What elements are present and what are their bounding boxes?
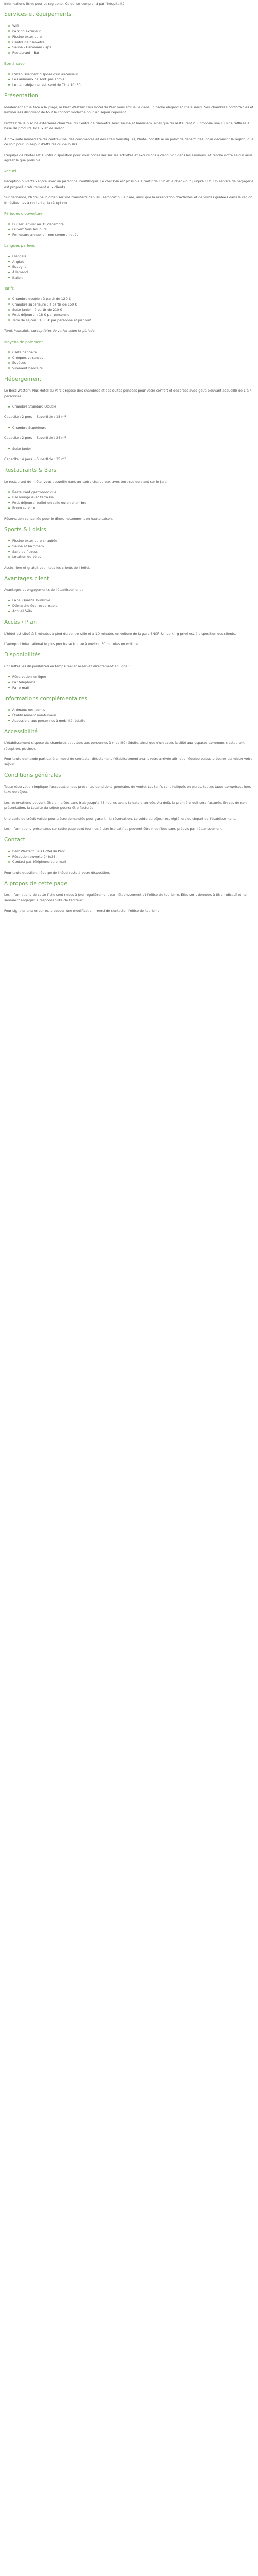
paragraph: Réception ouverte 24h/24 avec un personnel multilingue. Le check-in est possible à partir de 15h et le check-out jusqu'à 11h. Un service de bagagerie est proposé gratuitement aux clients. <box>4 179 254 189</box>
paragraph: Une carte de crédit valide pourra être demandée pour garantir la réservation. Le solde du séjour est réglé lors du départ de l'établissement. <box>4 816 236 821</box>
list-item: Salle de fitness <box>12 549 254 554</box>
contact-note: Pour toute question, l'équipe de l'hôtel reste à votre disposition. <box>4 870 110 875</box>
sports-list <box>4 538 254 560</box>
hebergement-summary: Le Best Western Plus Hôtel du Parc propose des chambres et des suites pensées pour votre confort et décorées avec goût, pouvant accueillir de 1 à 4 personnes. <box>4 388 252 398</box>
list-item: Carte bancaire <box>12 350 254 355</box>
labels-section <box>4 575 254 614</box>
contact-list <box>4 849 254 865</box>
list-item: Virement bancaire <box>12 366 254 371</box>
rooms-list <box>4 404 254 409</box>
restaurants-heading: Restaurants & Bars <box>4 467 57 473</box>
periodes-list <box>4 222 254 238</box>
tarifs-heading: Tarifs <box>4 286 14 291</box>
list-item: Chèques vacances <box>12 355 254 360</box>
acces-heading: Accès / Plan <box>4 619 37 625</box>
paragraph: L'équipe de l'hôtel est à votre disposition pour vous conseiller sur les activités et excursions à découvrir dans les environs, et rendre votre séjour aussi agréable que possible. <box>4 152 254 162</box>
paiement-heading: Moyens de paiement <box>4 339 43 344</box>
list-item: Centre de bien-être <box>12 40 254 45</box>
list-item: Espagnol <box>12 264 254 269</box>
list-item: Établissement non-fumeur <box>12 713 254 718</box>
list-item: Ouvert tous les jours <box>12 227 254 232</box>
list-item: Parking extérieur <box>12 29 254 34</box>
list-item: Location de vélos <box>12 554 254 560</box>
list-item: Contact par téléphone ou e-mail <box>12 859 254 865</box>
accessibilite-section <box>4 728 254 767</box>
paragraph: L'hôtel est situé à 5 minutes à pied du centre-ville et à 10 minutes en voiture de la gare SNCF. Un parking privé est à disposition des clients. <box>4 631 236 636</box>
paragraph: Les informations présentées sur cette page sont fournies à titre indicatif et peuvent être modifiées sans préavis par l'établissement. <box>4 826 223 831</box>
list-item: Le petit-déjeuner est servi de 7h à 10h30 <box>12 82 254 88</box>
list-item: Chambre supérieure : à partir de 150 € <box>12 302 254 307</box>
langues-section <box>4 243 254 280</box>
list-item: Italien <box>12 275 254 280</box>
list-item: Les animaux ne sont pas admis <box>12 77 254 82</box>
list-item: Espèces <box>12 360 254 365</box>
list-item: Sauna et hammam <box>12 544 254 549</box>
labels-heading: Avantages client <box>4 575 50 582</box>
list-item: Anglais <box>12 259 254 264</box>
list-item: Démarche éco-responsable <box>12 603 254 608</box>
list-item: Animaux non admis <box>12 707 254 713</box>
paragraph: Idéalement situé face à la plage, le Best Western Plus Hôtel du Parc vous accueille dans un cadre élégant et chaleureux. Ses chambres confortables et lumineuses disposent de tout le confort moderne pour un séjour reposant. <box>4 105 253 115</box>
sports-note: Accès libre et gratuit pour tous les clients de l'hôtel. <box>4 565 90 570</box>
tarifs-list <box>4 296 254 323</box>
restaurants-note: Réservation conseillée pour le dîner, notamment en haute saison. <box>4 516 114 521</box>
disponibilites-list <box>4 674 254 690</box>
labels-intro: Avantages et engagements de l'établissement : <box>4 587 84 592</box>
list-item: Piscine extérieure chauffée <box>12 538 254 544</box>
list-item: Fermeture annuelle : non communiquée <box>12 232 254 238</box>
list-item: Restaurant - Bar <box>12 50 254 55</box>
accessibilite-heading: Accessibilité <box>4 728 38 735</box>
paragraph: Les réservations peuvent être annulées sans frais jusqu'à 48 heures avant la date d'arrivée. Au-delà, la première nuit sera facturée. En cas de non-présentation, la totalité du séjour pourra être facturée. <box>4 800 248 810</box>
list-item: Allemand <box>12 269 254 275</box>
presentation-heading: Présentation <box>4 93 38 99</box>
list-item: Français <box>12 253 254 259</box>
list-item: Best Western Plus Hôtel du Parc <box>12 849 254 854</box>
hebergement-section <box>4 376 254 462</box>
paragraph: À proximité immédiate du centre-ville, des commerces et des sites touristiques, l'hôtel constitue un point de départ idéal pour découvrir la région, que ce soit pour un séjour d'affaires ou de loisirs. <box>4 137 254 147</box>
services-list <box>4 23 254 55</box>
paiement-section <box>4 339 254 371</box>
rooms-list <box>4 446 254 451</box>
apropos-heading: À propos de cette page <box>4 880 68 887</box>
langues-heading: Langues parlées <box>4 243 35 248</box>
labels-list <box>4 598 254 614</box>
list-item: Petit-déjeuner : 18 € par personne <box>12 312 254 317</box>
room-name: Suite Junior <box>12 446 254 451</box>
disponibilites-intro: Consultez les disponibilités en temps réel et réservez directement en ligne : <box>4 664 130 669</box>
paragraph: Les informations de cette fiche sont mises à jour régulièrement par l'établissement et l'office de tourisme. Elles sont données à titre indicatif et ne sauraient engager la responsabilité de l'éditeur. <box>4 892 247 903</box>
contact-heading: Contact <box>4 837 25 843</box>
contact-section <box>4 837 254 875</box>
disponibilites-section <box>4 652 254 690</box>
paragraph: Toute réservation implique l'acceptation des présentes conditions générales de vente. Les tarifs sont indiqués en euros, toutes taxes comprises, hors taxe de séjour. <box>4 784 251 794</box>
conditions-section <box>4 772 254 832</box>
list-item: Par téléphone <box>12 680 254 685</box>
langues-list <box>4 253 254 280</box>
page <box>0 0 258 923</box>
disponibilites-heading: Disponibilités <box>4 652 41 658</box>
room-name: Chambre Standard Double <box>12 404 254 409</box>
list-item: Bar lounge avec terrasse <box>12 495 254 500</box>
tarifs-note: Tarifs indicatifs, susceptibles de varier selon la période. <box>4 329 96 333</box>
paragraph: Pour toute demande particulière, merci de contacter directement l'établissement avant votre arrivée afin que l'équipe puisse préparer au mieux votre séjour. <box>4 757 253 767</box>
list-item: Accueil Vélo <box>12 608 254 614</box>
list-item: Label Qualité Tourisme <box>12 598 254 603</box>
paragraph: L'établissement dispose de chambres adaptées aux personnes à mobilité réduite, ainsi que d'un accès facilité aux espaces communs (restaurant, réception, piscine). <box>4 741 246 751</box>
list-item: Restaurant gastronomique <box>12 489 254 495</box>
informations-section <box>4 696 254 723</box>
list-item: Taxe de séjour : 1,50 € par personne et par nuit <box>12 318 254 323</box>
room-capacity: Capacité : 2 pers. - Superficie : 24 m² <box>4 436 66 440</box>
paiement-list <box>4 350 254 371</box>
informations-list <box>4 707 254 723</box>
room-capacity: Capacité : 4 pers. - Superficie : 35 m² <box>4 457 66 462</box>
list-item: Par e-mail <box>12 685 254 690</box>
paragraph: L'aéroport international le plus proche se trouve à environ 30 minutes en voiture. <box>4 642 139 646</box>
list-item: Room service <box>12 505 254 511</box>
list-item: Petit-déjeuner buffet en salle ou en chambre <box>12 500 254 505</box>
intro-text: Informations fiche pour paragraphe. Ce qui se comprend par l'hospitalité. <box>4 2 126 6</box>
room-capacity: Capacité : 2 pers. - Superficie : 18 m² <box>4 415 66 419</box>
periodes-section <box>4 211 254 238</box>
list-item: Réservation en ligne <box>12 674 254 680</box>
room-name: Chambre Supérieure <box>12 425 254 430</box>
sports-section <box>4 527 254 570</box>
paragraph: Sur demande, l'hôtel peut organiser vos transferts depuis l'aéroport ou la gare, ainsi que la réservation d'activités et de visites guidées dans la région. N'hésitez pas à contacter la réception. <box>4 195 254 205</box>
sports-heading: Sports & Loisirs <box>4 526 46 533</box>
list-item: Réception ouverte 24h/24 <box>12 854 254 859</box>
presentation-section <box>4 93 254 163</box>
paragraph: Pour signaler une erreur ou proposer une modification, merci de contacter l'office de tourisme. <box>4 908 161 913</box>
acces-section <box>4 619 254 647</box>
rooms-list <box>4 425 254 430</box>
apropos-section <box>4 880 254 913</box>
services-heading: Services et équipements <box>4 11 72 18</box>
hebergement-heading: Hébergement <box>4 376 42 383</box>
list-item: Sauna - Hammam - spa <box>12 45 254 50</box>
conditions-heading: Conditions générales <box>4 772 61 778</box>
services-notes <box>4 72 254 88</box>
list-item: Suite junior : à partir de 210 € <box>12 307 254 312</box>
list-item: Piscine extérieure <box>12 34 254 39</box>
periodes-heading: Périodes d'ouverture <box>4 211 43 216</box>
services-section <box>4 11 254 88</box>
accueil-heading: Accueil <box>4 168 18 174</box>
services-sub-heading: Bon à savoir <box>4 61 27 66</box>
list-item: Wifi <box>12 23 254 28</box>
restaurants-intro: Le restaurant de l'hôtel vous accueille dans un cadre chaleureux avec terrasse donnant sur le jardin. <box>4 479 171 484</box>
restaurants-section <box>4 467 254 521</box>
list-item: Chambre double : à partir de 120 € <box>12 296 254 301</box>
informations-heading: Informations complémentaires <box>4 696 87 702</box>
list-item: Accessible aux personnes à mobilité réduite <box>12 718 254 723</box>
accueil-section <box>4 168 254 206</box>
restaurants-list <box>4 489 254 511</box>
paragraph: Profitez de la piscine extérieure chauffée, du centre de bien-être avec sauna et hammam, ainsi que du restaurant qui propose une cuisine raffinée à base de produits locaux et de saison. <box>4 121 250 131</box>
list-item: Du 1er janvier au 31 décembre <box>12 222 254 227</box>
tarifs-section <box>4 285 254 333</box>
list-item: L'établissement dispose d'un ascenseur <box>12 72 254 77</box>
